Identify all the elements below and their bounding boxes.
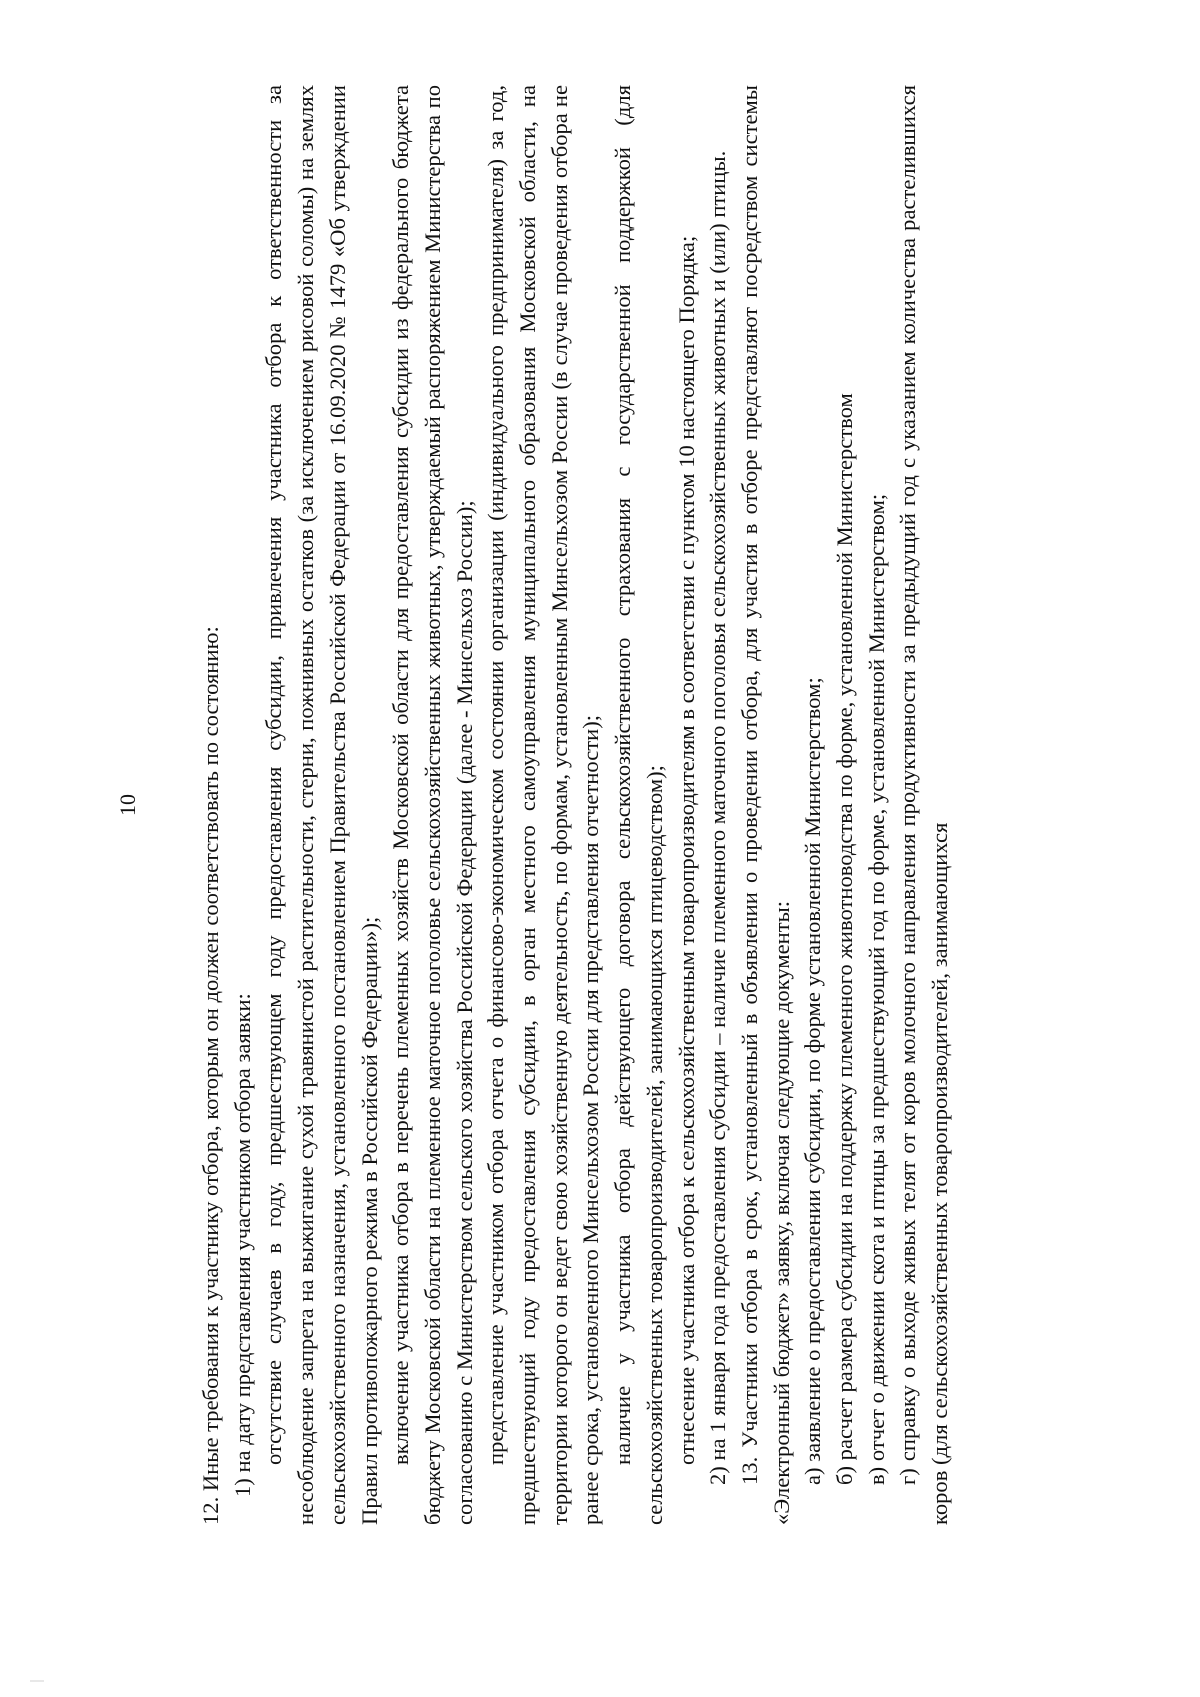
paragraph-12-2: 2) на 1 января года предоставления субсидии – наличие племенного маточного поголовья сельскохозяйственных животных и (или) птицы. (705, 150, 731, 1485)
paragraph-breeding-list: включение участника отбора в перечень племенных хозяйств Московской области для предоставления субсидии из федерального бюджета бюджету Московской области на племенное маточное поголовье сельскохозяйственных животных, утверждаемый распоряжением Министерства по согласованию с Министерством сельского хозяйства Российской Федерации (далее - Минсельхоз России); (388, 85, 477, 1525)
page-number: 10 (115, 794, 140, 816)
rotated-content (115, 85, 953, 1525)
paragraph-producer-status: отнесение участника отбора к сельскохозяйственным товаропроизводителям в соответствии с пунктом 10 настоящего Порядка; (673, 235, 699, 1465)
paragraph-insurance: наличие у участника отбора действующего договора сельскохозяйственного страхования с государственной поддержкой (для сельскохозяйственных товаропроизводителей, занимающихся птицеводством); (610, 85, 667, 1525)
paragraph-13: 13. Участники отбора в срок, установленный в объявлении о проведении отбора, для участия в отборе представляют посредством системы «Электронный бюджет» заявку, включая следующие документы: (736, 85, 794, 1525)
paragraph-financial-report: представление участником отбора отчета о финансово-экономическом состоянии организации (индивидуального предпринимателя) за год, предшествующий году предоставления субсидии, в орган местного самоуправления муниципального образования Московской области, на территории которого он ведет свою хозяйственную деятельность, по формам, установленным Минсельхозом России (в случае проведения отбора не ранее срока, установленного Минсельхозом России для представления отчетности); (483, 85, 604, 1525)
paragraph-fire-safety: отсутствие случаев в году, предшествующем году предоставления субсидии, привлечения участника отбора к ответственности за несоблюдение запрета на выжигание сухой травянистой растительности, стерни, пожнивных остатков (за исключением рисовой соломы) на землях сельскохозяйственного назначения, установленного постановлением Правительства Российской Федерации от 16.09.2020 № 1479 «Об утверждении Правил противопожарного режима в Российской Федерации»); (261, 85, 382, 1525)
scan-artifact (30, 1680, 44, 1682)
list-item-a: а) заявление о предоставлении субсидии, по форме установленной Министерством; (800, 677, 826, 1485)
paragraph-12-heading: 12. Иные требования к участнику отбора, которым он должен соответствовать по состоянию: (198, 626, 223, 1525)
paragraph-12-1: 1) на дату представления участником отбора заявки: (229, 993, 255, 1497)
list-item-b: б) расчет размера субсидии на поддержку племенного животноводства по форме, установленной Министерством (832, 393, 858, 1485)
document-body (195, 85, 956, 1525)
list-item-g: г) справку о выходе живых телят от коров молочного направления продуктивности за предыдущий год с указанием количества растелившихся коров (для сельскохозяйственных товаропроизводителей, занимающихся (895, 85, 953, 1525)
list-item-v: в) отчет о движении скота и птицы за предшествующий год по форме, установленной Министерством; (863, 493, 889, 1485)
